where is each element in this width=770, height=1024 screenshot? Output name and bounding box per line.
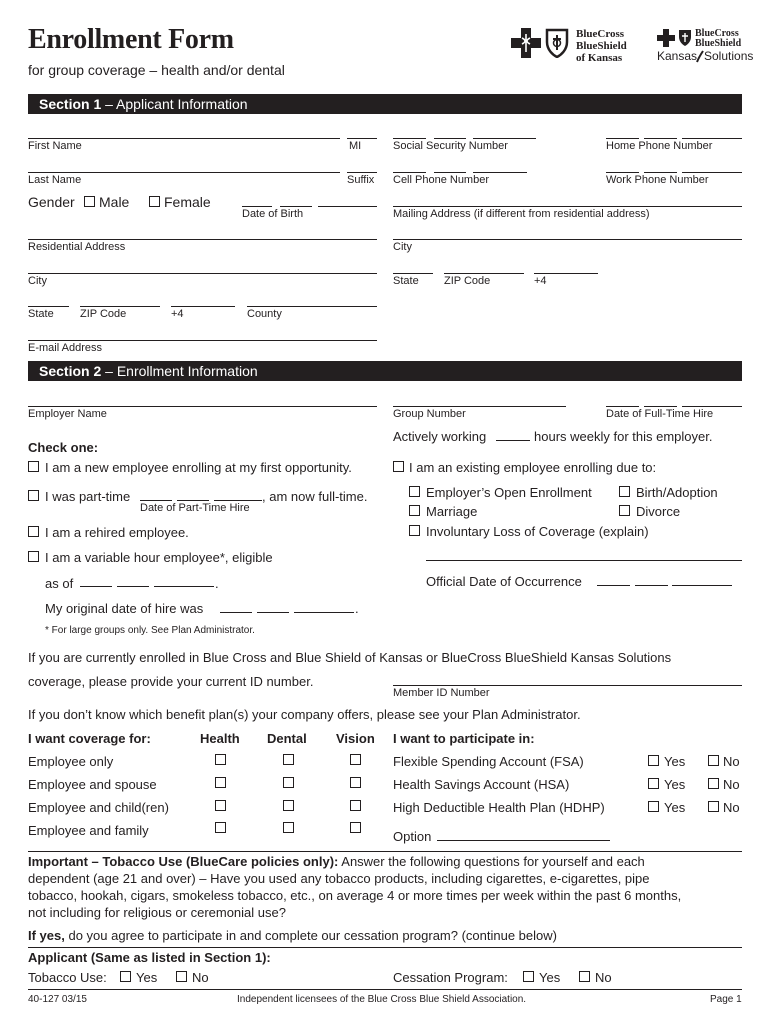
tobacco-line-2: dependent (age 21 and over) – Have you used any tobacco products, including cigarettes, e-cigarettes, pipe <box>28 871 650 886</box>
dob-field-3[interactable] <box>318 206 377 207</box>
mailing-city-label: City <box>393 241 412 253</box>
as-of-field-1[interactable] <box>80 586 112 587</box>
mi-label: MI <box>349 140 362 152</box>
new-employee-label: I am a new employee enrolling at my first opportunity. <box>45 460 352 475</box>
ssn-field-1[interactable] <box>393 138 426 139</box>
first-name-field[interactable] <box>28 138 340 139</box>
blue-cross-small-logo-icon <box>657 29 675 47</box>
enrolled-text-2: coverage, please provide your current ID number. <box>28 674 314 689</box>
mailing-address-field[interactable] <box>393 206 742 207</box>
official-date-field-3[interactable] <box>672 585 732 586</box>
full-time-date-label: Date of Full-Time Hire <box>606 408 714 420</box>
mailing-plus4-field[interactable] <box>534 273 598 274</box>
hsa-yes-label: Yes <box>664 777 686 792</box>
cessation-no-checkbox[interactable] <box>579 971 590 982</box>
cell-phone-field-3[interactable] <box>473 172 527 173</box>
county-label: County <box>247 308 282 320</box>
participate-row-label: Flexible Spending Account (FSA) <box>393 754 584 769</box>
as-of-field-2[interactable] <box>117 586 149 587</box>
mailing-address-label: Mailing Address (if different from residential address) <box>393 208 650 220</box>
employee-only-vision-checkbox[interactable] <box>350 754 361 765</box>
last-name-field[interactable] <box>28 172 340 173</box>
tobacco-divider <box>28 851 742 852</box>
original-hire-field-1[interactable] <box>220 612 252 613</box>
applicant-divider <box>28 947 742 948</box>
logo1-line3: of Kansas <box>576 52 623 64</box>
cessation-yes-checkbox[interactable] <box>523 971 534 982</box>
official-date-field-1[interactable] <box>597 585 630 586</box>
dob-field-1[interactable] <box>242 206 272 207</box>
residential-city-label: City <box>28 275 47 287</box>
residential-state-label: State <box>28 308 54 320</box>
email-field[interactable] <box>28 340 377 341</box>
section1-header: Section 1 – Applicant Information <box>28 94 742 114</box>
residential-plus4-label: +4 <box>171 308 184 320</box>
ssn-field-3[interactable] <box>473 138 536 139</box>
dont-know-text: If you don’t know which benefit plan(s) your company offers, please see your Plan Administrator. <box>28 707 581 722</box>
home-phone-label: Home Phone Number <box>606 140 713 152</box>
fsa-no-checkbox[interactable] <box>708 755 719 766</box>
employee-spouse-health-checkbox[interactable] <box>215 777 226 788</box>
county-field[interactable] <box>247 306 377 307</box>
divorce-checkbox[interactable] <box>619 505 630 516</box>
coverage-col-dental: Dental <box>267 731 307 746</box>
employer-name-field[interactable] <box>28 406 377 407</box>
coverage-row-label: Employee and spouse <box>28 777 157 792</box>
now-full-time-label: , am now full-time. <box>262 489 368 504</box>
mailing-plus4-label: +4 <box>534 275 547 287</box>
suffix-label: Suffix <box>347 174 375 186</box>
residential-city-field[interactable] <box>28 273 377 274</box>
licensees-text: Independent licensees of the Blue Cross Blue Shield Association. <box>237 994 527 1005</box>
employee-spouse-vision-checkbox[interactable] <box>350 777 361 788</box>
work-phone-field-2[interactable] <box>644 172 677 173</box>
fsa-yes-checkbox[interactable] <box>648 755 659 766</box>
residential-plus4-field[interactable] <box>171 306 235 307</box>
group-number-label: Group Number <box>393 408 466 420</box>
residential-state-field[interactable] <box>28 306 69 307</box>
check-one-label: Check one: <box>28 440 99 455</box>
involuntary-loss-checkbox[interactable] <box>409 525 420 536</box>
mi-field[interactable] <box>347 138 377 139</box>
part-time-label: I was part-time <box>45 489 131 504</box>
cessation-yes-label: Yes <box>539 970 561 985</box>
tobacco-line-4: not including for religious or ceremonial use? <box>28 905 286 920</box>
page-number: Page 1 <box>710 994 742 1005</box>
page-subtitle: for group coverage – health and/or dental <box>28 62 285 78</box>
work-phone-label: Work Phone Number <box>606 174 709 186</box>
work-phone-field-3[interactable] <box>682 172 742 173</box>
open-enrollment-checkbox[interactable] <box>409 486 420 497</box>
original-hire-field-2[interactable] <box>257 612 289 613</box>
blue-shield-logo-icon <box>544 28 570 58</box>
hdhp-no-checkbox[interactable] <box>708 801 719 812</box>
home-phone-field-2[interactable] <box>644 138 677 139</box>
page-title: Enrollment Form <box>28 24 234 55</box>
mailing-city-field[interactable] <box>393 239 742 240</box>
variable-hour-checkbox[interactable] <box>28 551 39 562</box>
logo1-line1: BlueCross <box>576 28 625 40</box>
existing-employee-label: I am an existing employee enrolling due to: <box>409 460 657 475</box>
hours-weekly-label: hours weekly for this employer. <box>534 429 713 444</box>
option-field[interactable] <box>437 840 610 841</box>
hsa-no-label: No <box>723 777 740 792</box>
mailing-zip-label: ZIP Code <box>444 275 491 287</box>
new-employee-checkbox[interactable] <box>28 461 39 472</box>
enrolled-text-1: If you are currently enrolled in Blue Cross and Blue Shield of Kansas or BlueCross BlueShield Kansas Solutions <box>28 650 672 665</box>
tobacco-use-label: Tobacco Use: <box>28 970 107 985</box>
part-time-date-label: Date of Part-Time Hire <box>140 502 250 514</box>
tobacco-yes-checkbox[interactable] <box>120 971 131 982</box>
residential-address-field[interactable] <box>28 239 377 240</box>
logo2-swoosh-icon <box>696 50 704 63</box>
hsa-no-checkbox[interactable] <box>708 778 719 789</box>
dob-field-2[interactable] <box>280 206 312 207</box>
hsa-yes-checkbox[interactable] <box>648 778 659 789</box>
coverage-col-health: Health <box>200 731 240 746</box>
gender-label: Gender <box>28 194 75 210</box>
tobacco-no-label: No <box>192 970 209 985</box>
male-checkbox[interactable] <box>84 196 95 207</box>
involuntary-loss-label: Involuntary Loss of Coverage (explain) <box>426 524 649 539</box>
employee-only-health-checkbox[interactable] <box>215 754 226 765</box>
fsa-yes-label: Yes <box>664 754 686 769</box>
logo2-line1: BlueCross <box>695 28 739 39</box>
original-hire-field-3[interactable] <box>294 612 354 613</box>
tobacco-important-line: Important – Tobacco Use (BlueCare policies only): Answer the following questions for yourself and each <box>28 854 645 869</box>
email-label: E-mail Address <box>28 342 102 354</box>
employee-children-vision-checkbox[interactable] <box>350 800 361 811</box>
hdhp-yes-checkbox[interactable] <box>648 801 659 812</box>
divorce-label: Divorce <box>636 504 681 519</box>
hdhp-no-label: No <box>723 800 740 815</box>
marriage-label: Marriage <box>426 504 478 519</box>
cell-phone-field-1[interactable] <box>393 172 426 173</box>
tobacco-line-3: tobacco, hookah, cigars, smokeless tobacco, etc., on average 4 or more times per week within the past 6 months, <box>28 888 682 903</box>
home-phone-field-1[interactable] <box>606 138 639 139</box>
employee-children-dental-checkbox[interactable] <box>283 800 294 811</box>
variable-hour-label: I am a variable hour employee*, eligible <box>45 550 273 565</box>
mailing-state-label: State <box>393 275 419 287</box>
cessation-no-label: No <box>595 970 612 985</box>
logo2-line2: BlueShield <box>695 38 742 49</box>
coverage-row-label: Employee and child(ren) <box>28 800 169 815</box>
rehired-checkbox[interactable] <box>28 526 39 537</box>
male-label: Male <box>99 194 130 210</box>
original-hire-period: . <box>355 601 359 616</box>
mailing-zip-field[interactable] <box>444 273 524 274</box>
applicant-heading: Applicant (Same as listed in Section 1): <box>28 950 271 965</box>
open-enrollment-label: Employer’s Open Enrollment <box>426 485 592 500</box>
coverage-row-label: Employee only <box>28 754 114 769</box>
suffix-field[interactable] <box>347 172 377 173</box>
logo2-solutions: Solutions <box>704 49 754 63</box>
employee-children-health-checkbox[interactable] <box>215 800 226 811</box>
group-number-field[interactable] <box>393 406 566 407</box>
cell-phone-label: Cell Phone Number <box>393 174 489 186</box>
employee-spouse-dental-checkbox[interactable] <box>283 777 294 788</box>
ssn-field-2[interactable] <box>434 138 466 139</box>
part-time-checkbox[interactable] <box>28 490 39 501</box>
first-name-label: First Name <box>28 140 82 152</box>
part-time-date-field-3[interactable] <box>214 500 262 501</box>
cessation-question: If yes, do you agree to participate in and complete our cessation program? (continue below) <box>28 928 557 943</box>
coverage-col-vision: Vision <box>336 731 375 746</box>
full-time-date-field-2[interactable] <box>644 406 677 407</box>
part-time-date-field-2[interactable] <box>177 500 209 501</box>
logo2-kansas: Kansas <box>657 49 698 63</box>
form-id: 40-127 03/15 <box>28 994 87 1005</box>
as-of-field-3[interactable] <box>154 586 214 587</box>
mailing-state-field[interactable] <box>393 273 433 274</box>
official-date-label: Official Date of Occurrence <box>426 574 582 589</box>
employer-name-label: Employer Name <box>28 408 107 420</box>
official-date-field-2[interactable] <box>635 585 668 586</box>
as-of-label: as of <box>45 576 74 591</box>
work-phone-field-1[interactable] <box>606 172 639 173</box>
female-label: Female <box>164 194 211 210</box>
rehired-label: I am a rehired employee. <box>45 525 189 540</box>
existing-employee-checkbox[interactable] <box>393 461 404 472</box>
female-checkbox[interactable] <box>149 196 160 207</box>
residential-zip-field[interactable] <box>80 306 160 307</box>
part-time-date-field-1[interactable] <box>140 500 172 501</box>
employee-family-vision-checkbox[interactable] <box>350 822 361 833</box>
member-id-field[interactable] <box>393 685 742 686</box>
tobacco-yes-label: Yes <box>136 970 158 985</box>
home-phone-field-3[interactable] <box>682 138 742 139</box>
blue-cross-logo-icon <box>511 28 541 58</box>
marriage-checkbox[interactable] <box>409 505 420 516</box>
coverage-row-label: Employee and family <box>28 823 149 838</box>
dob-label: Date of Birth <box>242 208 304 220</box>
employee-family-health-checkbox[interactable] <box>215 822 226 833</box>
coverage-header: I want coverage for: <box>28 731 151 746</box>
footnote: * For large groups only. See Plan Administrator. <box>45 625 255 636</box>
section2-header: Section 2 – Enrollment Information <box>28 361 742 381</box>
actively-working-label: Actively working <box>393 429 487 444</box>
employee-family-dental-checkbox[interactable] <box>283 822 294 833</box>
option-label: Option <box>393 829 432 844</box>
logo1-line2: BlueShield <box>576 40 627 52</box>
fsa-no-label: No <box>723 754 740 769</box>
footer-divider <box>28 989 742 990</box>
original-hire-label: My original date of hire was <box>45 601 204 616</box>
hdhp-yes-label: Yes <box>664 800 686 815</box>
member-id-label: Member ID Number <box>393 687 490 699</box>
birth-adoption-label: Birth/Adoption <box>636 485 718 500</box>
residential-address-label: Residential Address <box>28 241 126 253</box>
employee-only-dental-checkbox[interactable] <box>283 754 294 765</box>
participate-header: I want to participate in: <box>393 731 535 746</box>
blue-shield-small-logo-icon <box>677 29 693 47</box>
full-time-date-field-3[interactable] <box>682 406 742 407</box>
cessation-program-label: Cessation Program: <box>393 970 508 985</box>
tobacco-no-checkbox[interactable] <box>176 971 187 982</box>
hours-weekly-field[interactable] <box>496 440 530 441</box>
birth-adoption-checkbox[interactable] <box>619 486 630 497</box>
participate-row-label: Health Savings Account (HSA) <box>393 777 570 792</box>
as-of-period: . <box>215 576 219 591</box>
ssn-label: Social Security Number <box>393 140 508 152</box>
last-name-label: Last Name <box>28 174 82 186</box>
full-time-date-field-1[interactable] <box>606 406 639 407</box>
participate-row-label: High Deductible Health Plan (HDHP) <box>393 800 605 815</box>
cell-phone-field-2[interactable] <box>434 172 466 173</box>
residential-zip-label: ZIP Code <box>80 308 127 320</box>
explain-field[interactable] <box>426 560 742 561</box>
